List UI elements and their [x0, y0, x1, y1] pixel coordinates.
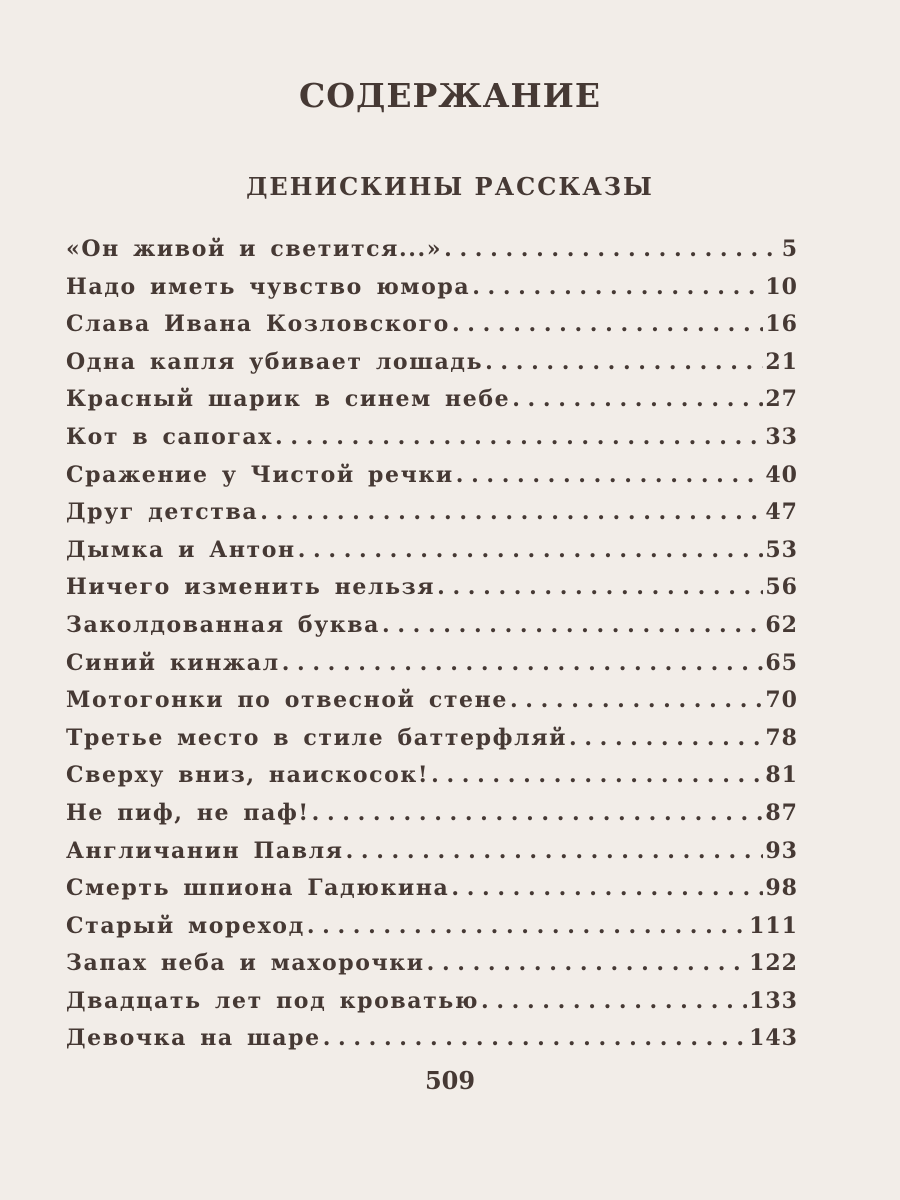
dot-leader [510, 687, 763, 713]
toc-entry-page: 27 [765, 386, 798, 413]
dot-leader [282, 650, 764, 676]
toc-entry-title: Третье место в стиле баттерфляй [66, 724, 567, 751]
dot-leader [346, 838, 764, 864]
toc-entry [66, 462, 798, 500]
toc-entry-title: Ничего изменить нельзя [66, 574, 436, 601]
toc-entry-title: Не пиф, не паф! [66, 799, 310, 826]
toc-entry [66, 650, 798, 688]
toc-entry-title: «Он живой и светится...» [66, 236, 443, 262]
dot-leader [485, 349, 763, 375]
dot-leader [512, 386, 763, 412]
toc-entry-title: Синий кинжал [66, 649, 280, 676]
toc-entry-title: Надо иметь чувство юмора [66, 273, 471, 300]
toc-entry [66, 988, 798, 1026]
toc-entry-page: 78 [765, 724, 798, 751]
toc-entry-page: 21 [765, 348, 798, 375]
toc-entry-page: 70 [765, 687, 798, 714]
page-number: 509 [424, 1066, 476, 1095]
table-of-contents [66, 236, 798, 1063]
toc-entry-page: 5 [781, 236, 798, 262]
toc-entry-title: Запах неба и махорочки [66, 950, 425, 977]
toc-entry [66, 762, 798, 800]
toc-entry-title: Заколдованная буква [66, 611, 381, 638]
toc-entry-title: Смерть шпиона Гадюкина [66, 875, 450, 902]
toc-entry [66, 236, 798, 274]
toc-entry [66, 838, 798, 876]
dot-leader [307, 913, 747, 939]
toc-entry [66, 537, 798, 575]
toc-entry [66, 725, 798, 763]
dot-leader [312, 800, 764, 826]
dot-leader [437, 574, 763, 600]
toc-entry-page: 53 [765, 536, 798, 563]
toc-entry [66, 800, 798, 838]
toc-entry-title: Друг детства [66, 499, 259, 526]
toc-entry-title: Одна капля убивает лошадь [66, 348, 484, 375]
toc-entry [66, 875, 798, 913]
toc-entry [66, 499, 798, 537]
toc-entry-page: 87 [765, 799, 798, 826]
toc-entry-title: Сражение у Чистой речки [66, 461, 454, 488]
toc-entry-page: 56 [765, 574, 798, 601]
dot-leader [275, 424, 763, 450]
toc-entry-page: 33 [765, 423, 798, 450]
toc-entry [66, 349, 798, 387]
dot-leader [260, 499, 763, 525]
toc-entry [66, 311, 798, 349]
dot-leader [382, 612, 763, 638]
page-heading: СОДЕРЖАНИЕ [298, 76, 601, 115]
toc-entry-title: Мотогонки по отвесной стене [66, 687, 508, 714]
toc-entry-title: Кот в сапогах [66, 423, 274, 450]
dot-leader [427, 950, 747, 976]
toc-entry-page: 65 [765, 649, 798, 676]
toc-entry [66, 424, 798, 462]
toc-entry-title: Красный шарик в синем небе [66, 386, 511, 413]
dot-leader [444, 236, 780, 262]
toc-entry-page: 81 [765, 762, 798, 789]
dot-leader [431, 762, 763, 788]
toc-entry-title: Старый мореход [66, 912, 305, 939]
toc-entry [66, 612, 798, 650]
toc-entry-page: 122 [749, 950, 798, 977]
toc-entry [66, 274, 798, 312]
toc-entry [66, 913, 798, 951]
dot-leader [481, 988, 747, 1014]
toc-entry-page: 62 [765, 611, 798, 638]
dot-leader [451, 875, 763, 901]
toc-entry-title: Сверху вниз, наискосок! [66, 762, 430, 789]
toc-entry [66, 950, 798, 988]
toc-entry-page: 111 [749, 912, 798, 939]
toc-entry [66, 574, 798, 612]
dot-leader [569, 725, 763, 751]
section-heading: ДЕНИСКИНЫ РАССКАЗЫ [246, 172, 654, 201]
toc-entry-title: Англичанин Павля [66, 837, 344, 864]
dot-leader [452, 311, 763, 337]
dot-leader [323, 1025, 747, 1051]
toc-entry-page: 98 [765, 875, 798, 902]
toc-entry-page: 16 [765, 311, 798, 338]
toc-entry-page: 93 [765, 837, 798, 864]
toc-entry-page: 47 [765, 499, 798, 526]
toc-entry-title: Девочка на шаре [66, 1025, 321, 1052]
toc-entry [66, 386, 798, 424]
toc-entry-page: 40 [765, 461, 798, 488]
toc-entry [66, 1025, 798, 1063]
toc-entry [66, 687, 798, 725]
toc-entry-title: Двадцать лет под кроватью [66, 987, 480, 1014]
dot-leader [298, 537, 764, 563]
toc-entry-title: Слава Ивана Козловского [66, 311, 450, 338]
toc-entry-page: 10 [765, 273, 798, 300]
dot-leader [472, 274, 763, 300]
toc-entry-page: 143 [749, 1025, 798, 1052]
toc-entry-page: 133 [749, 987, 798, 1014]
toc-entry-title: Дымка и Антон [66, 536, 296, 563]
dot-leader [456, 462, 764, 488]
